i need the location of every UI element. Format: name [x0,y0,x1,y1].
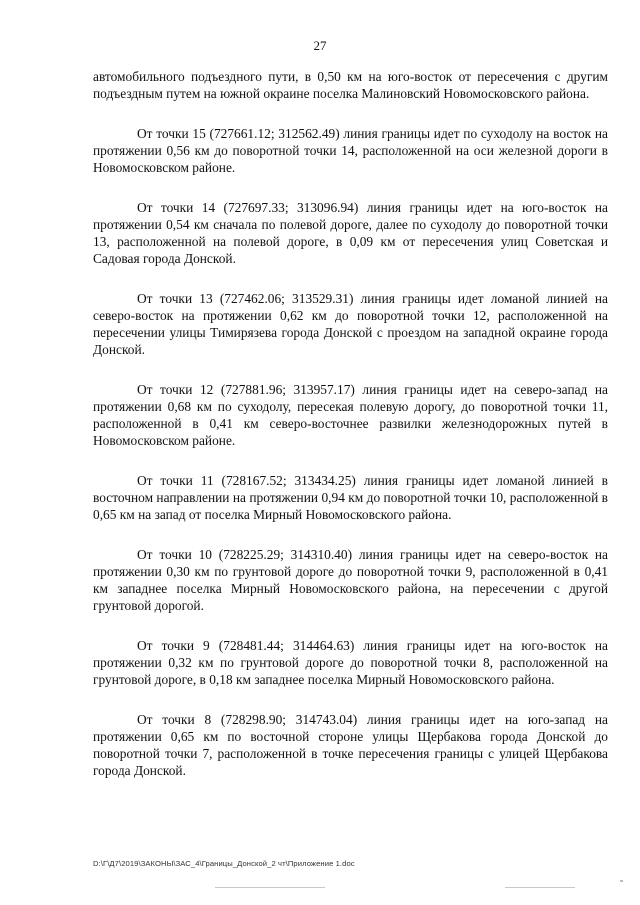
document-body [93,68,608,802]
scan-artifact-line [215,887,325,888]
paragraph-point-15: От точки 15 (727661.12; 312562.49) линия границы идет по суходолу на восток на протяжении 0,56 км до поворотной точки 14, расположенной на оси железной дороги в Новомосковском районе. [93,126,608,175]
paragraph-point-11: От точки 11 (728167.52; 313434.25) линия границы идет ломаной линией в восточном направлении на протяжении 0,94 км до поворотной точки 10, расположенной в 0,65 км на запад от поселка Мирный Новомосковского района. [93,473,608,522]
page-number: 27 [313,38,327,53]
scan-artifact-line [505,887,575,888]
paragraph-point-14: От точки 14 (727697.33; 313096.94) линия границы идет на юго-восток на протяжении 0,54 км сначала по полевой дороге, далее по суходолу до поворотной точки 13, расположенной на полевой дороге, в 0,09 км от пересечения улиц Советская и Садовая города Донской. [93,200,608,266]
paragraph-point-9: От точки 9 (728481.44; 314464.63) линия границы идет на юго-восток на протяжении 0,32 км по грунтовой дороге до поворотной точки 8, расположенной на грунтовой дороге, в 0,18 км западнее поселка Мирный Новомосковского района. [93,638,608,687]
paragraph-point-12: От точки 12 (727881.96; 313957.17) линия границы идет на северо-запад на протяжении 0,68 км по суходолу, пересекая полевую дорогу, до поворотной точки 11, расположенной в 0,41 км северо-восточнее развилки железнодорожных путей в Новомосковском районе. [93,382,608,448]
paragraph-point-10: От точки 10 (728225.29; 314310.40) линия границы идет на северо-восток на протяжении 0,30 км по грунтовой дороге до поворотной точки 9, расположенной в 0,41 км западнее поселка Мирный Новомосковского района, на пересечении с другой грунтовой дорогой. [93,547,608,613]
paragraph-point-8: От точки 8 (728298.90; 314743.04) линия границы идет на юго-запад на протяжении 0,65 км по восточной стороне улицы Щербакова города Донской до поворотной точки 7, расположенной в точке пересечения границы с улицей Щербакова города Донской. [93,712,608,778]
scan-artifact-mark [620,880,623,882]
paragraph-continuation: автомобильного подъездного пути, в 0,50 км на юго-восток от пересечения с другим подъездным путем на южной окраине поселка Малиновский Новомосковского района. [93,69,608,101]
footer-file-path: D:\Г\Д7\2019\ЗАКОНЫ\ЗАС_4\Границы_Донской_2 чт\Приложение 1.doc [93,859,355,868]
paragraph-point-13: От точки 13 (727462.06; 313529.31) линия границы идет ломаной линией на северо-восток на протяжении 0,62 км до поворотной точки 12, расположенной на пересечении улицы Тимирязева города Донской с проездом на западной окраине города Донской. [93,291,608,357]
